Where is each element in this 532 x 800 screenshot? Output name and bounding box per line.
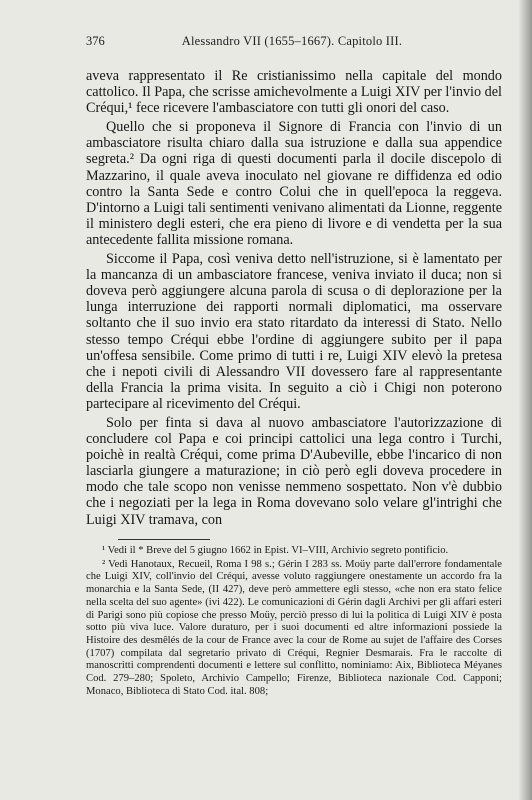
paragraph-4: Solo per finta si dava al nuovo ambasciatore l'autorizzazione di concludere col Papa e coi principi cattolici una lega contro i Turchi, poichè in realtà Créqui, come prima D'Aubeville, ebbe l'incarico di non lasciarla giungere a maturazione; in ciò però egli doveva procedere in modo che tale scopo non venisse nemmeno sospettato. Non v'è dubbio che i negoziati per la lega in Roma dovevano solo velare gl'intrighi che Luigi XIV tramava, con — [86, 414, 502, 528]
page-number: 376 — [86, 34, 105, 48]
main-text — [86, 68, 502, 528]
page-edge-shadow — [518, 0, 532, 800]
footnote-separator — [118, 539, 210, 540]
footnotes — [86, 545, 502, 698]
paragraph-2: Quello che si proponeva il Signore di Francia con l'invio di un ambasciatore risulta chiaro dalla sua istruzione e dalla sua appendice segreta.² Da ogni riga di questi documenti parla il docile discepolo di Mazzarino, il quale aveva inoculato nel giovane re diffidenza ed odio contro la Santa Sede e contro Colui che in quell'epoca la reggeva. D'intorno a Luigi tali sentimenti venivano alimentati da Lionne, reggente il ministero degli esteri, che era pieno di livore e di vendetta per la sua antecedente fallita missione romana. — [86, 119, 502, 248]
footnote-1: ¹ Vedi il * Breve del 5 giugno 1662 in Epist. VI–VIII, Archivio segreto pontificio. — [102, 545, 449, 556]
paragraph-3: Siccome il Papa, così veniva detto nell'istruzione, si è lamentato per la mancanza di un ambasciatore francese, veniva inviato il duca; non si doveva però aggiungere alcuna parola di scusa o di deplorazione per la lunga interruzione dei rapporti normali diplomatici, ma osservare soltanto che il suo invio era stato ritardato da interessi di Stato. Nello stesso tempo Créqui ebbe l'ordine di aggiungere subito per il papa un'offesa sensibile. Come primo di tutti i re, Luigi XIV elevò la pretesa che i nepoti civili di Alessandro VII dovessero fare al rappresentante della Francia la prima visita. In seguito a ciò i Chigi non poterono partecipare al ricevimento del Créqui. — [86, 251, 502, 412]
running-title: Alessandro VII (1655–1667). Capitolo III. — [181, 34, 403, 48]
paragraph-1: aveva rappresentato il Re cristianissimo nella capitale del mondo cattolico. Il Papa, che scrisse amichevolmente a Luigi XIV per l'invio del Créqui,¹ fece ricevere l'ambasciatore con tutti gli onori del caso. — [86, 68, 502, 117]
footnote-2: ² Vedi Hanotaux, Recueil, Roma I 98 s.; Gérin I 283 ss. Moüy parte dall'errore fondamentale che Luigi XIV, coll'invio del Créqui, avesse voluto raggiungere onestamente un accordo fra la monarchia e la Santa Sede, (II 427), deve però ammettere egli stesso, «che non era stato felice nella scelta del suo agente» (ivi 422). Le comunicazioni di Gérin dagli Archivi per gli affari esteri di Parigi sono più copiose che presso Moüy, perciò presso di lui la politica di Luigi XIV è posta sotto più viva luce. Valore duraturo, per i suoi documenti ed altre informazioni possiede la Histoire des desmêlés de la cour de France avec la cour de Rome au sujet de l'affaire des Corses (1707) compilata dal segretario privato di Créqui, Regnier Desmarais. Fra le raccolte di manoscritti comprendenti documenti e lettere sul conflitto, nominiamo: Aix, Biblioteca Méyanes Cod. 279–280; Spoleto, Archivio Campello; Firenze, Biblioteca nazionale Cod. Capponi; Monaco, Biblioteca di Stato Cod. ital. 808; — [86, 558, 502, 697]
